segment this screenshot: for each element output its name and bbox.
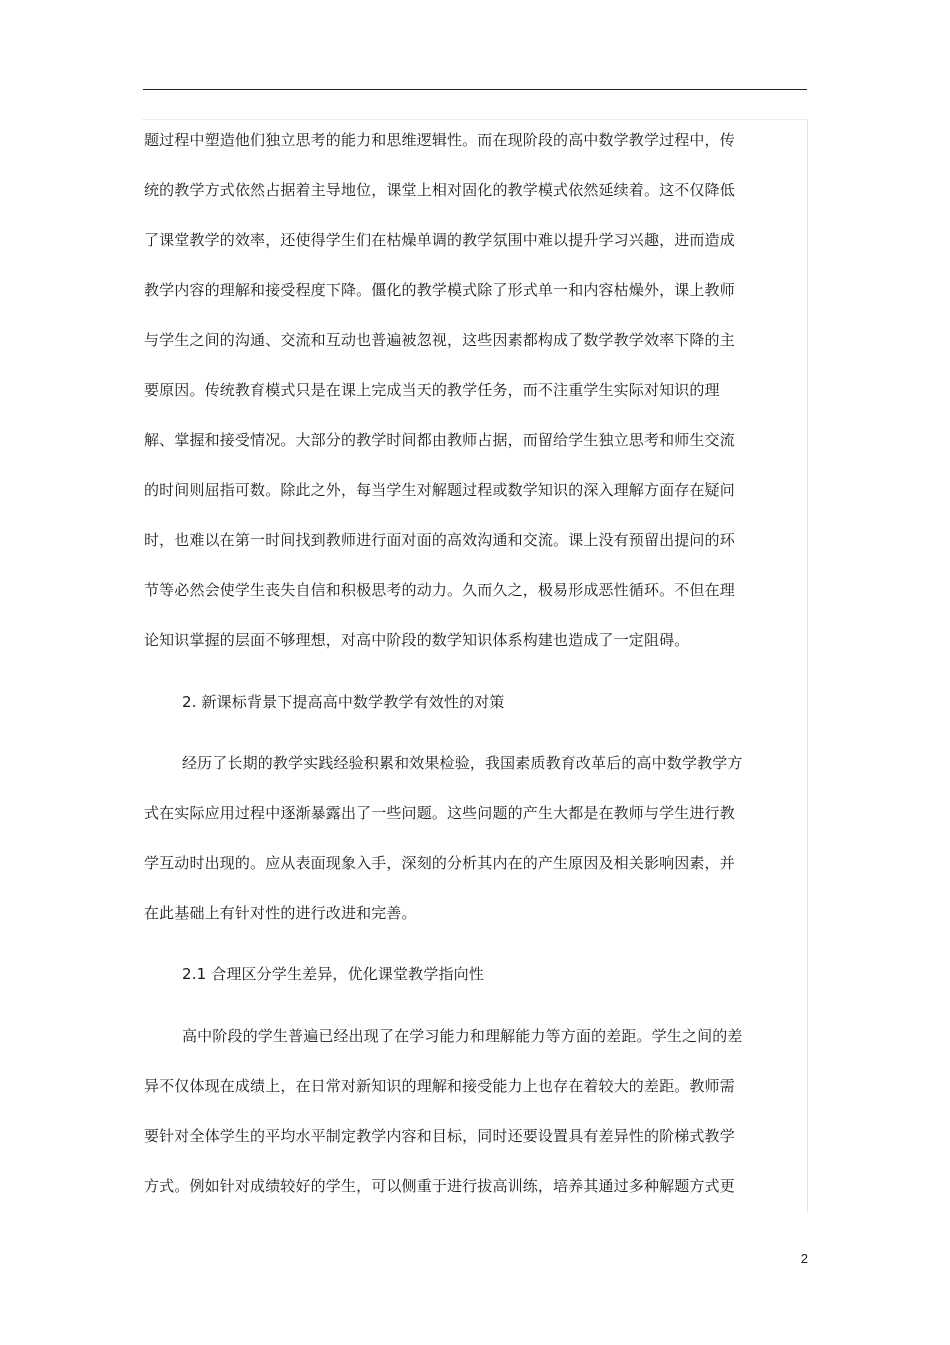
text-line: 要针对全体学生的平均水平制定教学内容和目标，同时还要设置具有差异性的阶梯式教学 <box>144 1127 735 1145</box>
text-line: 要原因。传统教育模式只是在课上完成当天的教学任务，而不注重学生实际对知识的理 <box>144 381 720 399</box>
text-line: 学互动时出现的。应从表面现象入手，深刻的分析其内在的产生原因及相关影响因素，并 <box>144 854 735 872</box>
section-heading-2-1: 2.1 合理区分学生差异，优化课堂教学指向性 <box>182 965 484 983</box>
text-line: 方式。例如针对成绩较好的学生，可以侧重于进行拔高训练，培养其通过多种解题方式更 <box>144 1177 735 1195</box>
text-line: 解、掌握和接受情况。大部分的教学时间都由教师占据，而留给学生独立思考和师生交流 <box>144 431 735 449</box>
text-line: 了课堂教学的效率，还使得学生们在枯燥单调的教学氛围中难以提升学习兴趣，进而造成 <box>144 231 735 249</box>
text-line: 与学生之间的沟通、交流和互动也普遍被忽视，这些因素都构成了数学教学效率下降的主 <box>144 331 735 349</box>
text-line: 时，也难以在第一时间找到教师进行面对面的高效沟通和交流。课上没有预留出提问的环 <box>144 531 735 549</box>
text-line: 的时间则屈指可数。除此之外，每当学生对解题过程或数学知识的深入理解方面存在疑问 <box>144 481 735 499</box>
header-rule <box>143 89 807 90</box>
text-line: 高中阶段的学生普遍已经出现了在学习能力和理解能力等方面的差距。学生之间的差 <box>182 1027 743 1045</box>
text-line: 题过程中塑造他们独立思考的能力和思维逻辑性。而在现阶段的高中数学教学过程中，传 <box>144 131 735 149</box>
text-line: 教学内容的理解和接受程度下降。僵化的教学模式除了形式单一和内容枯燥外，课上教师 <box>144 281 735 299</box>
text-line: 统的教学方式依然占据着主导地位，课堂上相对固化的教学模式依然延续着。这不仅降低 <box>144 181 735 199</box>
text-line: 论知识掌握的层面不够理想，对高中阶段的数学知识体系构建也造成了一定阻碍。 <box>144 631 690 649</box>
text-line: 在此基础上有针对性的进行改进和完善。 <box>144 904 417 922</box>
text-line: 经历了长期的教学实践经验积累和效果检验，我国素质教育改革后的高中数学教学方 <box>182 754 743 772</box>
page-number: 2 <box>800 1251 808 1266</box>
section-heading-2: 2. 新课标背景下提高高中数学教学有效性的对策 <box>182 693 505 711</box>
text-line: 式在实际应用过程中逐渐暴露出了一些问题。这些问题的产生大都是在教师与学生进行教 <box>144 804 735 822</box>
text-line: 节等必然会使学生丧失自信和积极思考的动力。久而久之，极易形成恶性循环。不但在理 <box>144 581 735 599</box>
text-line: 异不仅体现在成绩上，在日常对新知识的理解和接受能力上也存在着较大的差距。教师需 <box>144 1077 735 1095</box>
